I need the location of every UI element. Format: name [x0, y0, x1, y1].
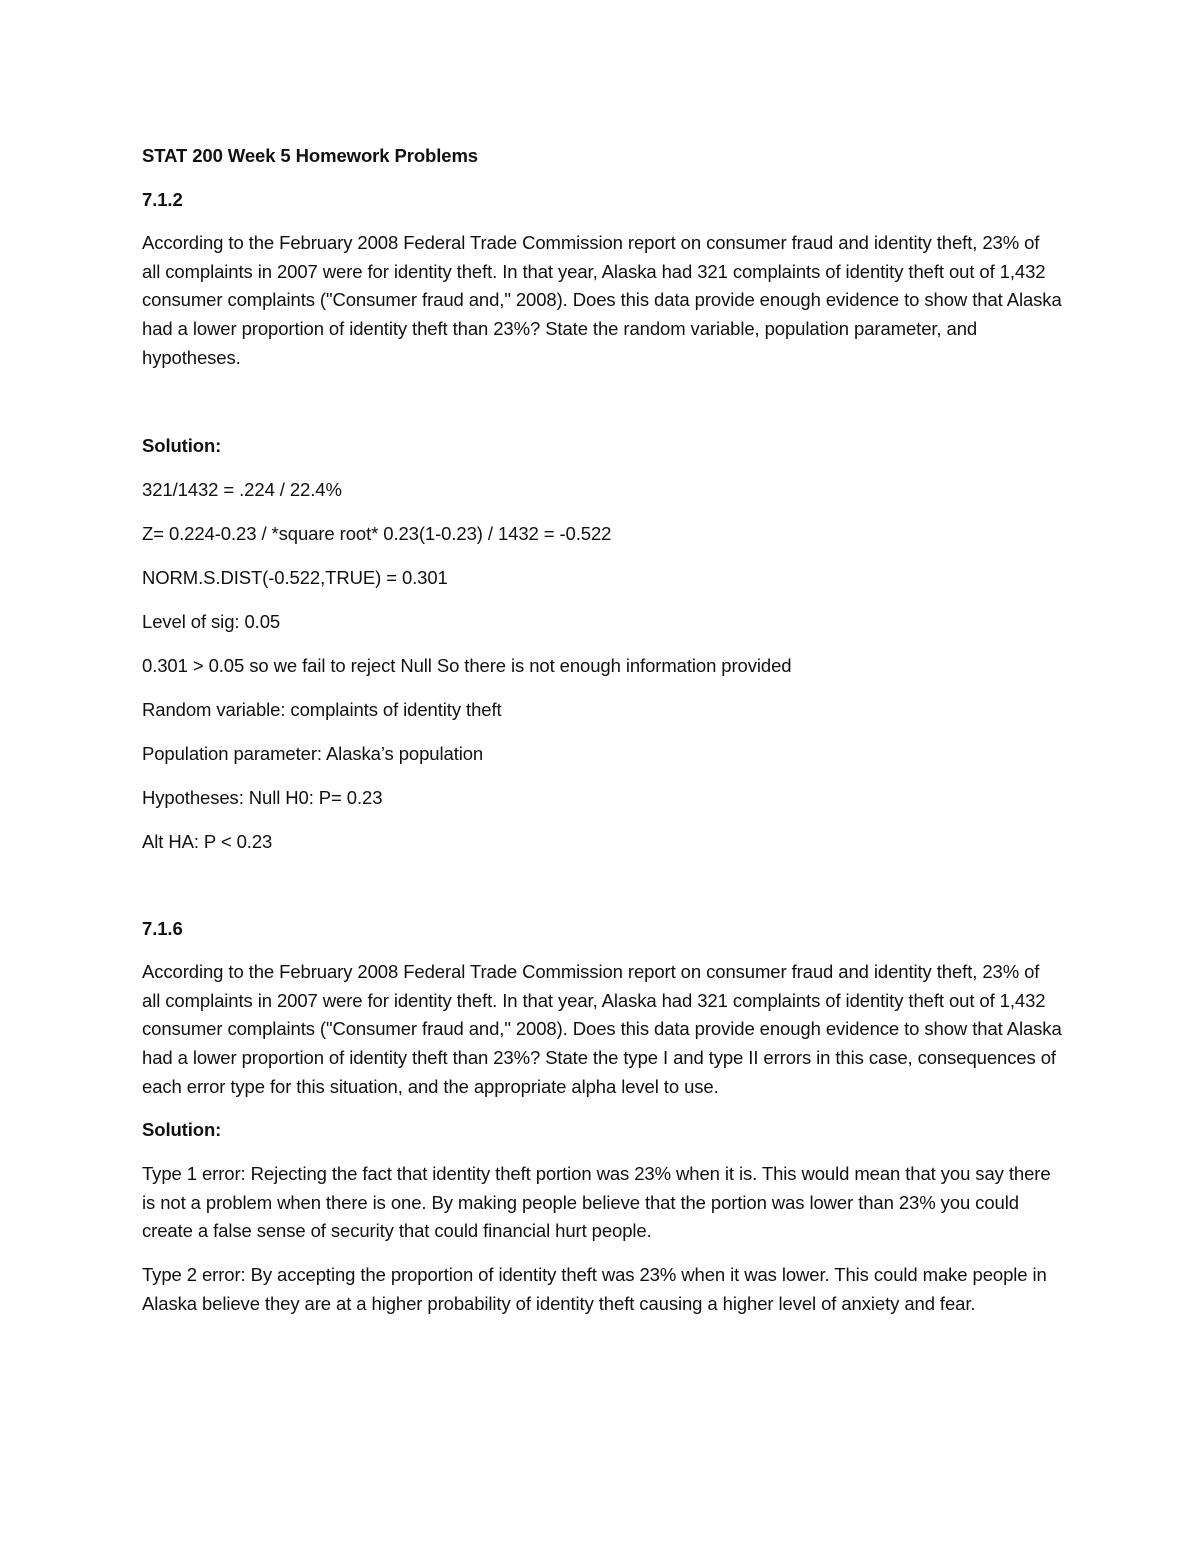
problem-number: 7.1.2 — [142, 188, 183, 210]
solution-line: 0.301 > 0.05 so we fail to reject Null So there is not enough information provided — [142, 655, 792, 677]
type2-error-paragraph: Type 2 error: By accepting the proportion of identity theft was 23% when it was lower. This could make people in Alaska believe they are at a higher probability of identity theft causing a higher level of anxiety and fear. — [142, 1263, 1047, 1314]
problem-question: According to the February 2008 Federal Trade Commission report on consumer fraud and identity theft, 23% of all complaints in 2007 were for identity theft. In that year, Alaska had 321 complaints of identity theft out of 1,432 consumer complaints ("Consumer fraud and," 2008). Does this data provide enough evidence to show that Alaska had a lower proportion of identity theft than 23%? State the type I and type II errors in this case, consequences of each error type for this situation, and the appropriate alpha level to use. — [142, 961, 1062, 1097]
solution-line: Random variable: complaints of identity theft — [142, 699, 502, 721]
problem-number: 7.1.6 — [142, 917, 183, 939]
solution-line: Population parameter: Alaska’s population — [142, 743, 484, 765]
problem-question: According to the February 2008 Federal Trade Commission report on consumer fraud and identity theft, 23% of all complaints in 2007 were for identity theft. In that year, Alaska had 321 complaints of identity theft out of 1,432 consumer complaints ("Consumer fraud and," 2008). Does this data provide enough evidence to show that Alaska had a lower proportion of identity theft than 23%? State the random variable, population parameter, and hypotheses. — [142, 232, 1062, 368]
solution-line: Hypotheses: Null H0: P= 0.23 — [142, 787, 383, 809]
solution-line: NORM.S.DIST(-0.522,TRUE) = 0.301 — [142, 567, 448, 589]
solution-line: Alt HA: P < 0.23 — [142, 831, 273, 853]
solution-label: Solution: — [142, 435, 222, 457]
solution-line: 321/1432 = .224 / 22.4% — [142, 479, 342, 501]
solution-line: Level of sig: 0.05 — [142, 611, 281, 633]
type1-error-paragraph: Type 1 error: Rejecting the fact that identity theft portion was 23% when it is. This would mean that you say there is not a problem when there is one. By making people believe that the portion was lower than 23% you could create a false sense of security that could financial hurt people. — [142, 1163, 1051, 1242]
solution-label: Solution: — [142, 1119, 222, 1141]
document-title: STAT 200 Week 5 Homework Problems — [142, 145, 478, 166]
solution-line: Z= 0.224-0.23 / *square root* 0.23(1-0.23) / 1432 = -0.522 — [142, 523, 612, 545]
document-page — [142, 142, 1062, 1333]
